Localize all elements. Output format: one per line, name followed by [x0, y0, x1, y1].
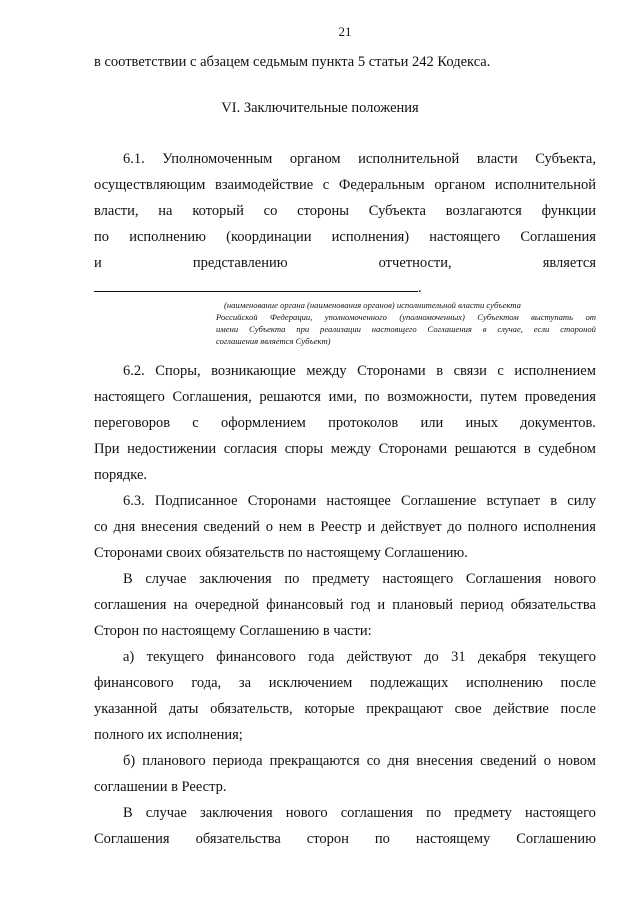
word: со [263, 203, 278, 219]
text-line [94, 254, 596, 272]
word: исполнительной [358, 151, 460, 167]
word: между [330, 441, 372, 457]
word: случае [145, 805, 187, 821]
word: Споры, [155, 363, 201, 379]
page-number: 21 [338, 24, 352, 39]
word: полного [467, 519, 518, 535]
word: в [550, 493, 558, 509]
word: настоящего [429, 229, 501, 245]
word: за [238, 675, 252, 691]
word: имени [216, 324, 239, 334]
word: (уполномоченных) [399, 312, 465, 322]
word: Соглашения [465, 571, 542, 587]
word: дня [113, 519, 136, 535]
text-line [123, 150, 596, 168]
word: документов. [520, 415, 596, 431]
fill-in-blank-line [94, 291, 418, 292]
word: споры [284, 441, 324, 457]
word: Субъекта [368, 203, 426, 219]
word: проведения [524, 389, 596, 405]
word: года [308, 649, 335, 665]
word: предмету [454, 805, 512, 821]
text-line [94, 596, 596, 614]
word: отчетности, [378, 255, 452, 271]
text-line: полного их исполнения; [94, 727, 243, 743]
word: недостижении [127, 441, 217, 457]
word: 6.2. [123, 363, 145, 379]
word: о [265, 519, 273, 535]
word: до [447, 519, 462, 535]
word: Субъекта, [535, 151, 596, 167]
word: при [296, 324, 310, 334]
word: б) [123, 753, 136, 769]
text-line [123, 752, 596, 770]
word: нового [285, 805, 328, 821]
word: исполнением [514, 363, 596, 379]
word: иных [465, 415, 498, 431]
word: органом [434, 177, 486, 193]
word: возникающие [211, 363, 296, 379]
word: с [497, 363, 504, 379]
word: Реестр [320, 519, 362, 535]
section-heading: VI. Заключительные положения [221, 100, 419, 116]
text-line [94, 440, 596, 458]
word: даты [168, 701, 199, 717]
word: настоящего [371, 324, 417, 334]
text-line [94, 830, 596, 848]
word: путем [480, 389, 518, 405]
word: (координации [226, 229, 312, 245]
word: после [560, 701, 596, 717]
text-line: Сторон по настоящему Соглашению в части: [94, 623, 372, 639]
text-line [94, 202, 596, 220]
word: внесения [141, 519, 198, 535]
word: В [123, 571, 133, 587]
text-line [123, 804, 596, 822]
word: года, [191, 675, 222, 691]
word: по [284, 571, 300, 587]
word: силу [567, 493, 596, 509]
text-line: в соответствии с абзацем седьмым пункта 5 статьи 242 Кодекса. [94, 54, 491, 70]
word: случае, [497, 324, 523, 334]
word: свое [454, 701, 482, 717]
word: органом [289, 151, 341, 167]
word: по [364, 389, 380, 405]
word: При [94, 441, 120, 457]
word: взаимодействие [214, 177, 314, 193]
word: стороны [297, 203, 349, 219]
word: решаются [259, 389, 321, 405]
word: 6.3. [123, 493, 145, 509]
word: настоящему [415, 831, 491, 847]
word: исполнительной [494, 177, 596, 193]
word: настоящего [382, 571, 454, 587]
word: нем [278, 519, 303, 535]
word: настоящего [525, 805, 596, 821]
word: планового [142, 753, 206, 769]
word: обязательств, [210, 701, 293, 717]
word: согласия [223, 441, 278, 457]
word: настоящего [94, 389, 165, 405]
text-line: порядке. [94, 467, 148, 483]
word: Субъектом [477, 312, 519, 322]
word: нового [554, 571, 596, 587]
word: исполнения [523, 519, 596, 535]
word: переговоров [94, 415, 171, 431]
word: до [424, 649, 439, 665]
word: дня [387, 753, 410, 769]
word: реализации [320, 324, 361, 334]
word: протоколов [328, 415, 399, 431]
word: заключения [199, 805, 273, 821]
word: очередной [194, 597, 260, 613]
word: Федеральным [338, 177, 425, 193]
word: которые [304, 701, 355, 717]
text-line: соглашении в Реестр. [94, 779, 227, 795]
word: в [436, 363, 444, 379]
word: связи [453, 363, 487, 379]
footnote-line [216, 324, 596, 336]
word: а) [123, 649, 135, 665]
word: на [173, 597, 188, 613]
word: действует [381, 519, 442, 535]
word: Российской [216, 312, 258, 322]
word: 31 [451, 649, 466, 665]
text-line [94, 700, 596, 718]
word: и [367, 519, 376, 535]
word: с [192, 415, 199, 431]
word: вступает [486, 493, 541, 509]
word: 6.1. [123, 151, 145, 167]
word: заключения [199, 571, 272, 587]
word: сторон [306, 831, 349, 847]
word: со [94, 519, 108, 535]
word: Уполномоченным [162, 151, 273, 167]
text-line [94, 674, 596, 692]
word: решаются [454, 441, 517, 457]
word: исполнения) [331, 229, 410, 245]
blank-period: . [418, 280, 422, 296]
word: предмету [312, 571, 370, 587]
text-line [94, 228, 596, 246]
word: функции [541, 203, 596, 219]
word: по [426, 805, 442, 821]
word: настоящее [326, 493, 391, 509]
text-line [123, 570, 596, 588]
word: соглашения [340, 805, 414, 821]
footnote-line: соглашения является Субъект) [216, 336, 331, 346]
word: и [94, 255, 102, 271]
word: со [366, 753, 381, 769]
word: стороной [560, 324, 596, 334]
word: Соглашения [427, 324, 472, 334]
word: от [585, 312, 596, 322]
text-line [123, 492, 596, 510]
text-line [123, 362, 596, 380]
word: Субъекта [249, 324, 286, 334]
word: Соглашения [520, 229, 596, 245]
word: в [523, 441, 531, 457]
word: исключением [268, 675, 353, 691]
word: возлагаются [445, 203, 522, 219]
text-line [94, 388, 596, 406]
footnote-line: (наименование органа (наименования органов) исполнительной власти субъекта [224, 300, 521, 310]
word: который [192, 203, 244, 219]
word: Сторонами [247, 493, 317, 509]
word: соглашения [94, 597, 167, 613]
word: декабря [477, 649, 527, 665]
text-line [123, 648, 596, 666]
word: между [306, 363, 347, 379]
word: внесения [416, 753, 474, 769]
word: обязательства [195, 831, 281, 847]
text-line [94, 414, 596, 432]
word: финансового [216, 649, 296, 665]
word: с [322, 177, 330, 193]
word: выступать [531, 312, 574, 322]
word: возможности, [387, 389, 473, 405]
word: власти [476, 151, 518, 167]
word: исполнению [129, 229, 206, 245]
word: и [377, 597, 386, 613]
word: сведений [480, 753, 537, 769]
word: Соглашению [516, 831, 596, 847]
word: Федерации, [269, 312, 313, 322]
word: прекращают [366, 701, 443, 717]
word: прекращаются [269, 753, 360, 769]
word: осуществляющим [94, 177, 206, 193]
word: год [350, 597, 371, 613]
word: случае [145, 571, 187, 587]
word: подлежащих [370, 675, 449, 691]
footnote-line [216, 312, 596, 324]
word: если [533, 324, 550, 334]
word: новом [558, 753, 596, 769]
word: уполномоченного [324, 312, 387, 322]
word: после [560, 675, 596, 691]
word: действуют [346, 649, 412, 665]
word: период [460, 597, 504, 613]
word: Сторонами [357, 363, 426, 379]
word: является [542, 255, 596, 271]
word: судебном [538, 441, 596, 457]
word: Соглашение [401, 493, 477, 509]
word: указанной [94, 701, 158, 717]
word: оформлением [220, 415, 306, 431]
word: ими, [328, 389, 357, 405]
word: периода [212, 753, 263, 769]
word: текущего [146, 649, 204, 665]
word: текущего [538, 649, 596, 665]
word: В [123, 805, 133, 821]
word: в [307, 519, 315, 535]
word: или [420, 415, 444, 431]
text-line: Сторонами своих обязательств по настоящему Соглашению. [94, 545, 468, 561]
word: о [543, 753, 551, 769]
word: представлению [192, 255, 288, 271]
word: Сторонами [378, 441, 448, 457]
word: по [374, 831, 390, 847]
word: сведений [203, 519, 260, 535]
word: в [482, 324, 487, 334]
word: действие [493, 701, 549, 717]
word: обязательства [510, 597, 596, 613]
text-line [94, 176, 596, 194]
word: плановый [392, 597, 454, 613]
word: Подписанное [154, 493, 238, 509]
word: на [158, 203, 173, 219]
word: финансовый [266, 597, 344, 613]
word: финансового [94, 675, 174, 691]
word: по [94, 229, 110, 245]
word: Соглашения [94, 831, 170, 847]
word: Соглашения, [172, 389, 252, 405]
word: власти, [94, 203, 139, 219]
text-line [94, 518, 596, 536]
word: исполнению [466, 675, 543, 691]
